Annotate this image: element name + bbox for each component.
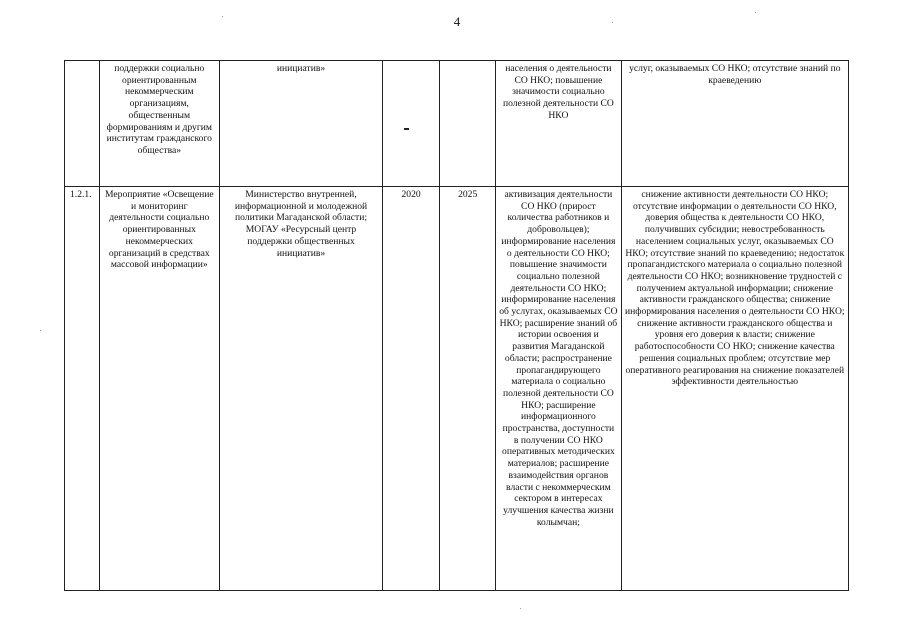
scan-speck — [222, 16, 223, 17]
cell-end-year-empty — [440, 61, 496, 187]
table-row-continuation — [65, 61, 849, 187]
scan-speck — [612, 22, 613, 23]
cell-consequences: снижение активности деятельности СО НКО; отсутствие информации о деятельности СО НКО, доверия общества к деятельности СО НКО, получивших субсидии; невостребованность населением социальных услуг, оказываемых СО НКО; отсутствие знаний по краеведению; недостаток пропагандистского материала о социально полезной деятельности СО НКО; возникновение трудностей с получением актуальной информации; снижение активности гражданского общества; снижение информирования населения о деятельности СО НКО; снижение активности гражданского общества и уровня его доверия к власти; снижение работоспособности СО НКО; снижение качества решения социальных проблем; отсутствие мер оперативного реагирования на снижение показателей эффективности деятельностью — [621, 187, 848, 591]
cell-consequences-continuation: услуг, оказываемых СО НКО; отсутствие знаний по краеведению — [621, 61, 848, 187]
cell-executor-continuation: инициатив» — [219, 61, 382, 187]
cell-directions: активизация деятельности СО НКО (прирост количества работников и добровольцев); информирование населения о деятельности СО НКО; повышение значимости социально полезной деятельности СО НКО; информирование населения об услугах, оказываемых СО НКО; расширение знаний об истории освоения и развития Магаданской области; распространение пропагандирующего материала о социально полезной деятельности СО НКО; расширение информационного пространства, доступности в получении СО НКО оперативных методических материалов; расширение взаимодействия органов власти с некоммерческим сектором в интересах улучшения качества жизни колымчан; — [496, 187, 621, 591]
cell-directions-continuation: населения о деятельности СО НКО; повышение значимости социально полезной деятельности СО НКО — [496, 61, 621, 187]
cell-start-year-empty — [383, 61, 440, 187]
cell-event: Мероприятие «Освещение и мониторинг деятельности социально ориентированных некоммерческих организаций в средствах массовой информации» — [99, 187, 219, 591]
cell-executor: Министерство внутренней, информационной и молодежной политики Магаданской области; МОГАУ «Ресурсный центр поддержки общественных инициатив» — [219, 187, 382, 591]
cell-number-empty — [65, 61, 100, 187]
table-row-1-2-1 — [65, 187, 849, 591]
cell-start-year: 2020 — [383, 187, 440, 591]
cell-number: 1.2.1. — [65, 187, 100, 591]
page-number: 4 — [453, 14, 461, 29]
scan-speck — [520, 608, 521, 609]
scan-mark — [404, 128, 409, 130]
cell-end-year: 2025 — [440, 187, 496, 591]
cell-event-continuation: поддержки социально ориентированным некоммерческим организациям, общественным формированиям и другим институтам гражданского общества» — [99, 61, 219, 187]
measures-table — [64, 60, 849, 591]
scan-speck — [40, 330, 41, 331]
scan-speck — [755, 12, 756, 13]
